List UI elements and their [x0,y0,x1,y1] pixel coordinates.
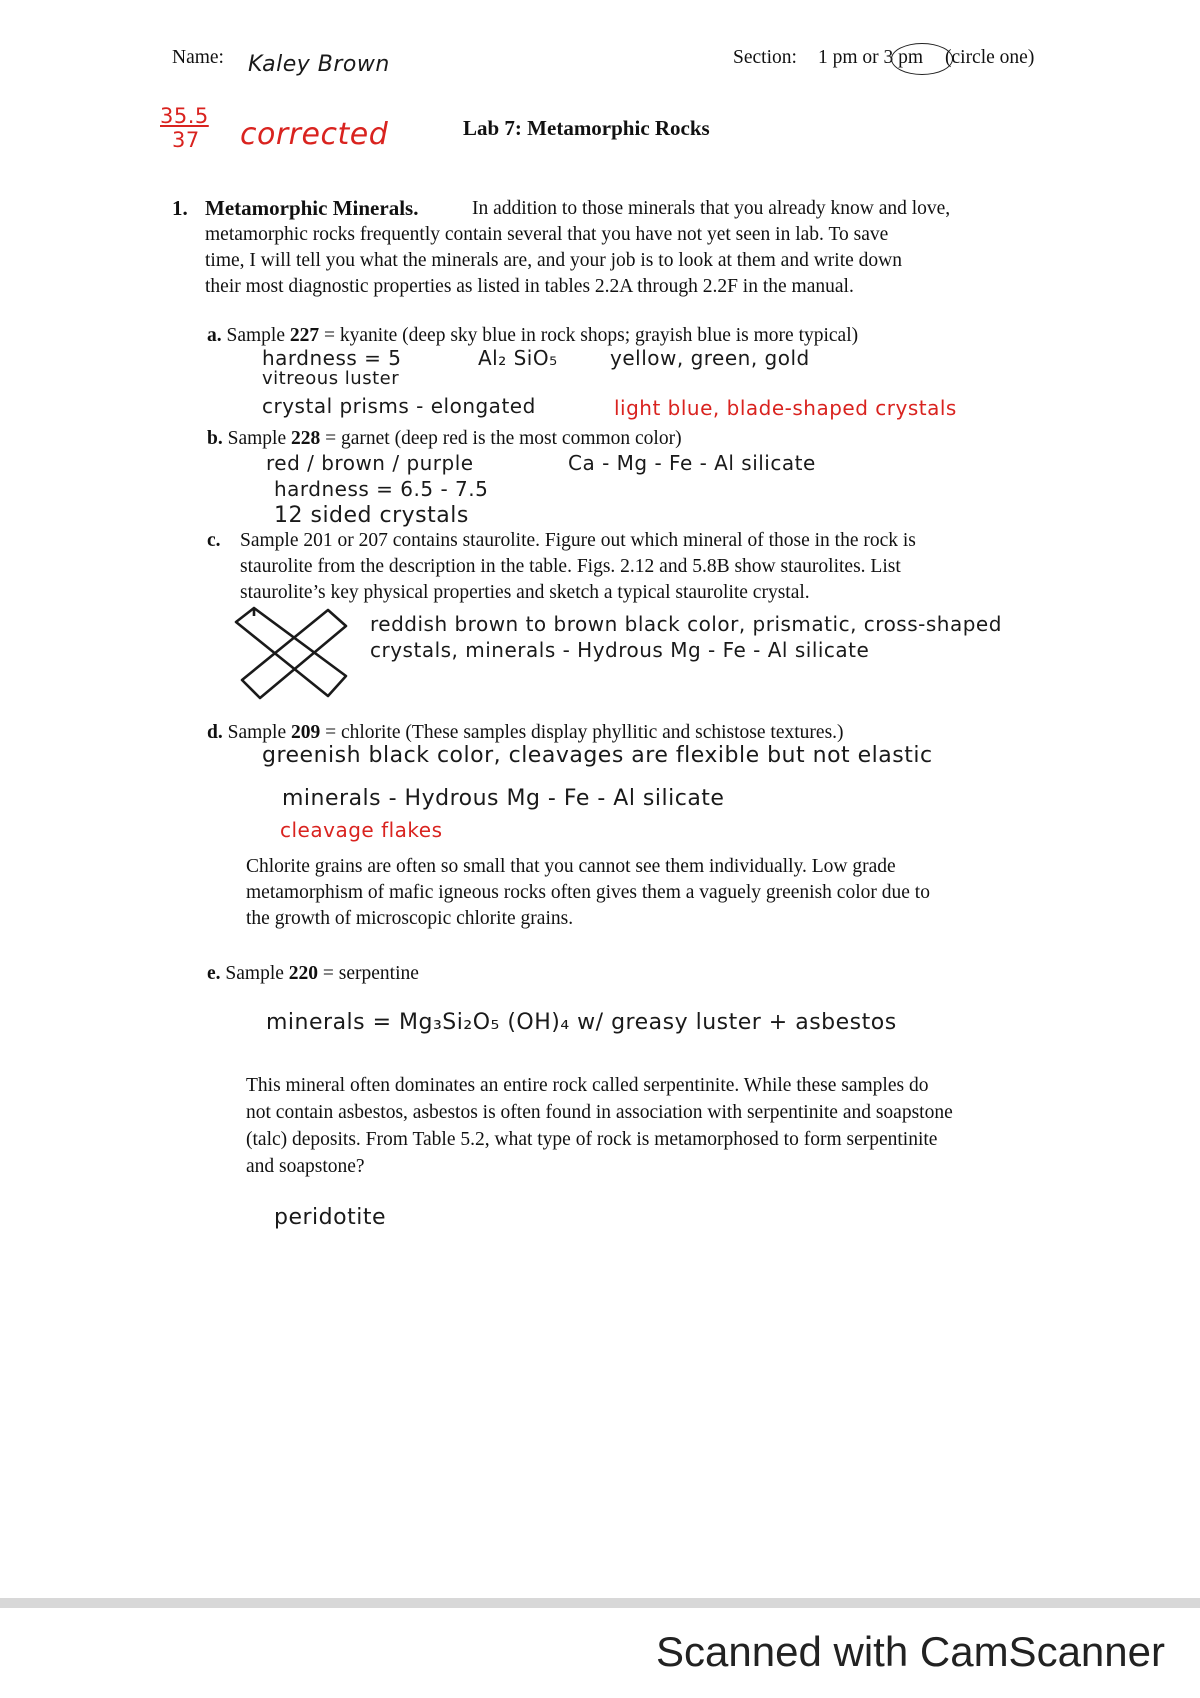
prompt-text: staurolite from the description in the table. Figs. 2.12 and 5.8B show staurolites. List [240,556,901,577]
answer-text: greenish black color, cleavages are flexible but not elastic [262,743,933,768]
note-line: the growth of microscopic chlorite grains. [246,908,574,929]
answer-text: hardness = 6.5 - 7.5 [274,477,489,501]
answer-text: reddish brown to brown black color, prismatic, cross-shaped [370,612,1002,636]
prompt-text: Sample [227,722,291,743]
answer-text: hardness = 5 [262,346,402,370]
page-title: Lab 7: Metamorphic Rocks [463,116,710,140]
part-d-prompt [207,719,844,746]
part-a-prompt [207,322,858,349]
question-line: (talc) deposits. From Table 5.2, what type of rock is metamorphosed to form serpentinite [246,1129,938,1150]
question-line: and soapstone? [246,1156,365,1177]
section-label: Section: [733,47,797,68]
prompt-text: staurolite’s key physical properties and sketch a typical staurolite crystal. [240,582,810,603]
intro-line: their most diagnostic properties as listed in tables 2.2A through 2.2F in the manual. [205,276,854,297]
prompt-text: Sample [227,428,291,449]
score-earned: 35.5 [160,104,209,128]
question-line: not contain asbestos, asbestos is often found in association with serpentinite and soapstone [246,1102,953,1123]
score-total: 37 [172,128,200,152]
correction-text: cleavage flakes [280,818,443,842]
section-options: 1 pm or 3 pm [818,47,924,68]
correction-text: light blue, blade-shaped crystals [614,396,957,420]
intro-line: time, I will tell you what the minerals are, and your job is to look at them and write down [205,250,902,271]
question-heading: Metamorphic Minerals. [205,196,419,220]
sample-number: 227 [289,325,320,346]
scanner-watermark: Scanned with CamScanner [656,1628,1165,1675]
circle-mark [891,43,953,75]
answer-text: yellow, green, gold [610,346,810,370]
part-letter: e. [207,963,221,984]
prompt-text: = serpentine [318,963,419,984]
part-letter: c. [207,530,221,551]
part-letter: d. [207,722,223,743]
part-letter: b. [207,428,223,449]
prompt-text: Sample [226,325,290,346]
question-number: 1. [172,196,188,220]
answer-text: 12 sided crystals [274,503,469,528]
student-name: Kaley Brown [248,52,390,77]
answer-text: Al₂ SiO₅ [478,346,558,370]
prompt-text: Sample [225,963,289,984]
sample-number: 209 [290,722,321,743]
question-line: This mineral often dominates an entire rock called serpentinite. While these samples do [246,1075,929,1096]
sample-number: 220 [288,963,319,984]
scan-edge [0,1598,1200,1608]
final-answer: peridotite [274,1205,386,1230]
note-line: metamorphism of mafic igneous rocks often gives them a vaguely greenish color due to [246,882,930,903]
part-letter: a. [207,325,222,346]
intro-line: metamorphic rocks frequently contain several that you have not yet seen in lab. To save [205,224,889,245]
answer-text: vitreous luster [262,368,400,389]
prompt-text: = garnet (deep red is the most common color) [320,428,682,449]
note-line: Chlorite grains are often so small that you cannot see them individually. Low grade [246,856,896,877]
answer-text: minerals = Mg₃Si₂O₅ (OH)₄ w/ greasy luster + asbestos [266,1010,897,1035]
prompt-text: = chlorite (These samples display phyllitic and schistose textures.) [320,722,844,743]
section-note: (circle one) [945,47,1035,68]
staurolite-sketch [228,604,353,704]
name-label: Name: [172,47,224,68]
answer-text: red / brown / purple [266,451,474,475]
answer-text: crystal prisms - elongated [262,394,536,418]
answer-text: minerals - Hydrous Mg - Fe - Al silicate [282,786,725,811]
prompt-text: Sample 201 or 207 contains staurolite. Figure out which mineral of those in the rock is [240,530,916,551]
score-note: corrected [240,117,389,152]
intro-line: In addition to those minerals that you already know and love, [472,198,951,219]
answer-text: Ca - Mg - Fe - Al silicate [568,451,816,475]
prompt-text: = kyanite (deep sky blue in rock shops; grayish blue is more typical) [319,325,859,346]
sample-number: 228 [290,428,321,449]
part-b-prompt [207,425,682,452]
part-e-prompt [207,960,419,987]
answer-text: crystals, minerals - Hydrous Mg - Fe - Al silicate [370,638,870,662]
